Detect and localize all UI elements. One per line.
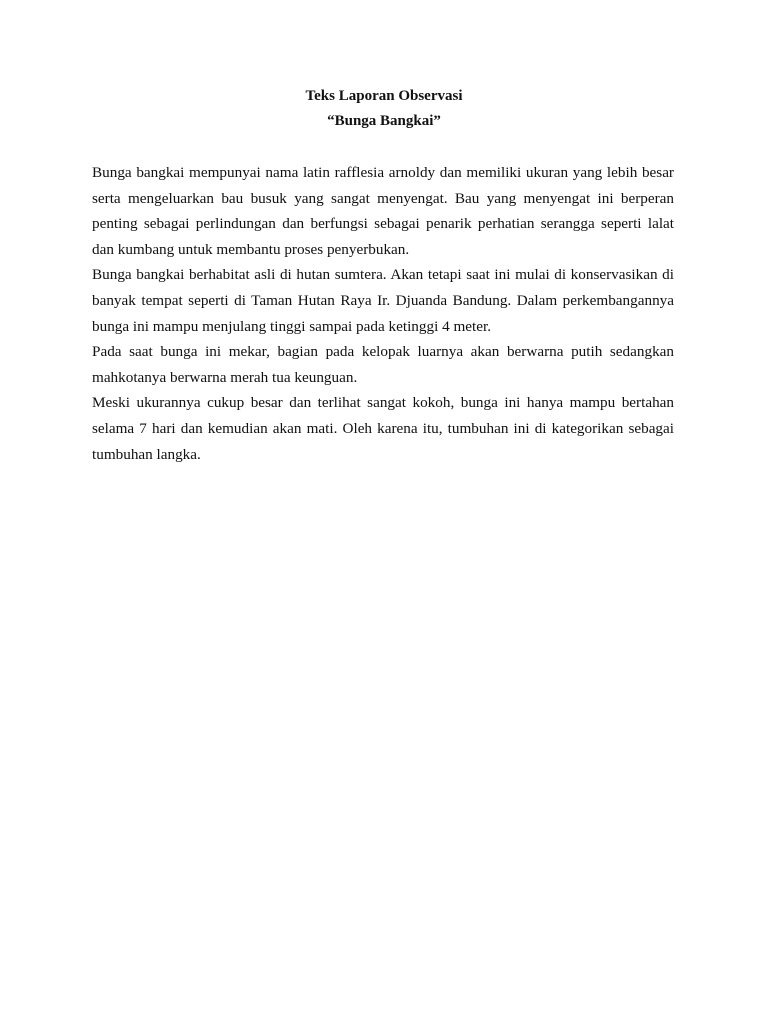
paragraph-1: Bunga bangkai mempunyai nama latin rafflesia arnoldy dan memiliki ukuran yang lebih besar serta mengeluarkan bau busuk yang sangat menyengat. Bau yang menyengat ini berperan penting sebagai perlindungan dan berfungsi sebagai penarik perhatian serangga seperti lalat dan kumbang untuk membantu proses penyerbukan. xyxy=(92,164,674,258)
paragraph-3: Pada saat bunga ini mekar, bagian pada kelopak luarnya akan berwarna putih sedangkan mahkotanya berwarna merah tua keunguan. xyxy=(92,343,674,386)
paragraph-2: Bunga bangkai berhabitat asli di hutan sumtera. Akan tetapi saat ini mulai di konservasikan di banyak tempat seperti di Taman Hutan Raya Ir. Djuanda Bandung. Dalam perkembangannya bunga ini mampu menjulang tinggi sampai pada ketinggi 4 meter. xyxy=(92,266,674,335)
document-title: Teks Laporan Observasi xyxy=(305,88,463,104)
paragraph-4: Meski ukurannya cukup besar dan terlihat sangat kokoh, bunga ini hanya mampu bertahan selama 7 hari dan kemudian akan mati. Oleh karena itu, tumbuhan ini di kategorikan sebagai tumbuhan langka. xyxy=(92,394,674,463)
document-body xyxy=(92,160,674,467)
document-subtitle: “Bunga Bangkai” xyxy=(327,113,441,129)
